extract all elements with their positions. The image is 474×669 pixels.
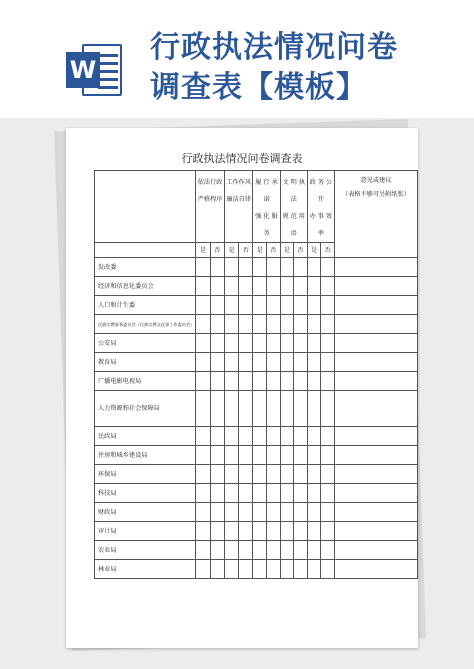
answer-cell[interactable] [210,315,224,334]
opinion-cell[interactable] [334,391,417,427]
answer-cell[interactable] [253,315,267,334]
department-name: 农业局 [95,541,196,560]
answer-cell[interactable] [321,427,335,446]
table-row [95,315,418,334]
header-public-efficiency: 政 务 公 开 办 事 效 率 [307,171,334,243]
table-row [95,296,418,315]
answer-cell[interactable] [307,334,321,353]
answer-cell[interactable] [196,372,210,391]
answer-cell[interactable] [321,353,335,372]
answer-cell[interactable] [239,541,253,560]
opinion-cell[interactable] [334,465,417,484]
answer-cell[interactable] [294,391,308,427]
banner [0,0,474,118]
answer-cell[interactable] [210,541,224,560]
word-logo-badge: W [66,52,100,88]
opinion-cell[interactable] [334,296,417,315]
answer-cell[interactable] [267,296,281,315]
answer-cell[interactable] [321,446,335,465]
table-row [95,391,418,427]
answer-cell[interactable] [321,541,335,560]
answer-cell[interactable] [307,391,321,427]
answer-cell[interactable] [253,503,267,522]
word-line [98,54,118,57]
answer-cell[interactable] [239,391,253,427]
answer-cell[interactable] [280,334,294,353]
answer-cell[interactable] [280,258,294,277]
no-label: 否 [210,243,224,258]
answer-cell[interactable] [210,522,224,541]
answer-cell[interactable] [239,465,253,484]
table-row [95,522,418,541]
answer-cell[interactable] [280,522,294,541]
answer-cell[interactable] [253,353,267,372]
word-document-icon [66,40,124,100]
answer-cell[interactable] [196,353,210,372]
answer-cell[interactable] [280,353,294,372]
answer-cell[interactable] [321,560,335,579]
answer-cell[interactable] [210,277,224,296]
answer-cell[interactable] [196,315,210,334]
table-row [95,446,418,465]
answer-cell[interactable] [294,258,308,277]
header-commitment-service: 履 行 承 诺 强 化 服 务 [253,171,280,243]
answer-cell[interactable] [294,353,308,372]
answer-cell[interactable] [210,372,224,391]
yes-label: 是 [307,243,321,258]
answer-cell[interactable] [294,446,308,465]
answer-cell[interactable] [253,296,267,315]
no-label: 否 [294,243,308,258]
answer-cell[interactable] [294,315,308,334]
answer-cell[interactable] [196,427,210,446]
opinion-cell[interactable] [334,522,417,541]
answer-cell[interactable] [294,522,308,541]
answer-cell[interactable] [267,315,281,334]
answer-cell[interactable] [196,465,210,484]
department-name: 林业局 [95,560,196,579]
answer-cell[interactable] [196,484,210,503]
word-line [98,78,118,81]
answer-cell[interactable] [210,465,224,484]
answer-cell[interactable] [294,334,308,353]
table-row [95,541,418,560]
answer-cell[interactable] [321,372,335,391]
opinion-cell[interactable] [334,446,417,465]
answer-cell[interactable] [239,353,253,372]
answer-cell[interactable] [267,465,281,484]
answer-cell[interactable] [307,296,321,315]
answer-cell[interactable] [280,427,294,446]
answer-cell[interactable] [224,372,238,391]
department-name: 环保局 [95,465,196,484]
answer-cell[interactable] [267,446,281,465]
answer-cell[interactable] [267,334,281,353]
answer-cell[interactable] [196,560,210,579]
answer-cell[interactable] [321,334,335,353]
table-row [95,560,418,579]
answer-cell[interactable] [321,465,335,484]
answer-cell[interactable] [210,427,224,446]
answer-cell[interactable] [294,372,308,391]
answer-cell[interactable] [253,391,267,427]
word-line [98,62,118,65]
answer-cell[interactable] [267,391,281,427]
answer-cell[interactable] [280,391,294,427]
answer-cell[interactable] [239,427,253,446]
table-row [95,258,418,277]
answer-cell[interactable] [321,296,335,315]
answer-cell[interactable] [280,541,294,560]
department-name: 住房和城乡建设局 [95,446,196,465]
opinion-cell[interactable] [334,427,417,446]
document-title: 行政执法情况问卷调查表 [181,152,303,165]
answer-cell[interactable] [253,446,267,465]
header-blank-cell [95,171,196,243]
answer-cell[interactable] [253,258,267,277]
answer-cell[interactable] [267,503,281,522]
answer-cell[interactable] [224,353,238,372]
answer-cell[interactable] [210,391,224,427]
table-row [95,503,418,522]
answer-cell[interactable] [224,258,238,277]
no-label: 否 [239,243,253,258]
opinion-cell[interactable] [334,277,417,296]
answer-cell[interactable] [239,522,253,541]
department-rows [95,258,418,579]
answer-cell[interactable] [267,560,281,579]
answer-cell[interactable] [239,484,253,503]
answer-cell[interactable] [321,503,335,522]
table-row [95,353,418,372]
opinion-cell[interactable] [334,503,417,522]
answer-cell[interactable] [224,465,238,484]
answer-cell[interactable] [224,446,238,465]
answer-cell[interactable] [267,258,281,277]
answer-cell[interactable] [224,503,238,522]
answer-cell[interactable] [307,522,321,541]
answer-cell[interactable] [307,446,321,465]
department-name: 审计局 [95,522,196,541]
answer-cell[interactable] [239,560,253,579]
header-law-compliance: 依法行政 严格程序 [196,171,225,243]
table-row [95,334,418,353]
banner-title-line2: 调查表【模板】 [150,70,367,105]
answer-cell[interactable] [210,484,224,503]
opinion-cell[interactable] [334,258,417,277]
answer-cell[interactable] [280,560,294,579]
header-opinion: 意见或建议 （表格不够可另附纸张） [334,171,417,258]
answer-cell[interactable] [239,503,253,522]
opinion-cell[interactable] [334,315,417,334]
answer-cell[interactable] [307,372,321,391]
answer-cell[interactable] [280,277,294,296]
answer-cell[interactable] [307,353,321,372]
answer-cell[interactable] [196,522,210,541]
answer-cell[interactable] [196,503,210,522]
answer-cell[interactable] [210,560,224,579]
table-header-row [95,171,418,243]
answer-cell[interactable] [321,484,335,503]
department-name: 经济和信息化委员会 [95,277,196,296]
answer-cell[interactable] [280,446,294,465]
answer-cell[interactable] [307,503,321,522]
yes-no-blank [95,243,196,258]
answer-cell[interactable] [253,560,267,579]
no-label: 否 [321,243,335,258]
yes-label: 是 [253,243,267,258]
table-row [95,427,418,446]
answer-cell[interactable] [196,391,210,427]
answer-cell[interactable] [196,277,210,296]
department-name: 民政局 [95,427,196,446]
word-line [98,70,118,73]
opinion-cell[interactable] [334,372,417,391]
table-row [95,484,418,503]
opinion-cell[interactable] [334,484,417,503]
answer-cell[interactable] [253,372,267,391]
table-row [95,465,418,484]
answer-cell[interactable] [267,522,281,541]
answer-cell[interactable] [321,315,335,334]
opinion-cell[interactable] [334,353,417,372]
answer-cell[interactable] [253,427,267,446]
answer-cell[interactable] [210,353,224,372]
answer-cell[interactable] [224,560,238,579]
answer-cell[interactable] [210,503,224,522]
document-page [66,128,418,648]
answer-cell[interactable] [196,258,210,277]
yes-label: 是 [224,243,238,258]
answer-cell[interactable] [307,258,321,277]
department-name: 财政局 [95,503,196,522]
department-name: 民族宗教事务委员会（民族宗教文化事工作委员会） [95,315,196,334]
survey-table [94,170,418,579]
answer-cell[interactable] [196,446,210,465]
header-work-style: 工作作风 廉洁自律 [224,171,253,243]
yes-label: 是 [196,243,210,258]
answer-cell[interactable] [267,427,281,446]
answer-cell[interactable] [224,277,238,296]
answer-cell[interactable] [307,315,321,334]
table-row [95,277,418,296]
answer-cell[interactable] [239,296,253,315]
department-name: 发改委 [95,258,196,277]
answer-cell[interactable] [224,427,238,446]
answer-cell[interactable] [253,484,267,503]
department-name: 教育局 [95,353,196,372]
answer-cell[interactable] [280,315,294,334]
no-label: 否 [267,243,281,258]
answer-cell[interactable] [224,522,238,541]
answer-cell[interactable] [239,277,253,296]
answer-cell[interactable] [253,277,267,296]
yes-label: 是 [280,243,294,258]
department-name: 公安局 [95,334,196,353]
table-row [95,372,418,391]
answer-cell[interactable] [321,522,335,541]
answer-cell[interactable] [210,446,224,465]
answer-cell[interactable] [239,446,253,465]
answer-cell[interactable] [280,372,294,391]
answer-cell[interactable] [224,315,238,334]
answer-cell[interactable] [239,258,253,277]
answer-cell[interactable] [253,334,267,353]
answer-cell[interactable] [239,315,253,334]
answer-cell[interactable] [294,465,308,484]
answer-cell[interactable] [267,484,281,503]
answer-cell[interactable] [307,484,321,503]
banner-title-line1: 行政执法情况问卷 [150,30,398,65]
answer-cell[interactable] [280,296,294,315]
answer-cell[interactable] [294,427,308,446]
answer-cell[interactable] [224,296,238,315]
answer-cell[interactable] [294,484,308,503]
answer-cell[interactable] [239,334,253,353]
answer-cell[interactable] [321,258,335,277]
department-name: 广播电影电视局 [95,372,196,391]
answer-cell[interactable] [267,541,281,560]
answer-cell[interactable] [196,296,210,315]
answer-cell[interactable] [267,353,281,372]
answer-cell[interactable] [210,258,224,277]
answer-cell[interactable] [280,484,294,503]
answer-cell[interactable] [321,391,335,427]
answer-cell[interactable] [196,334,210,353]
answer-cell[interactable] [210,296,224,315]
answer-cell[interactable] [224,391,238,427]
answer-cell[interactable] [307,277,321,296]
answer-cell[interactable] [267,277,281,296]
answer-cell[interactable] [307,465,321,484]
department-name: 科技局 [95,484,196,503]
answer-cell[interactable] [196,541,210,560]
answer-cell[interactable] [307,541,321,560]
answer-cell[interactable] [210,334,224,353]
answer-cell[interactable] [253,522,267,541]
answer-cell[interactable] [294,296,308,315]
answer-cell[interactable] [224,541,238,560]
answer-cell[interactable] [253,465,267,484]
answer-cell[interactable] [321,277,335,296]
answer-cell[interactable] [280,465,294,484]
answer-cell[interactable] [294,560,308,579]
answer-cell[interactable] [239,372,253,391]
opinion-cell[interactable] [334,334,417,353]
answer-cell[interactable] [294,541,308,560]
answer-cell[interactable] [294,277,308,296]
answer-cell[interactable] [307,427,321,446]
opinion-cell[interactable] [334,541,417,560]
answer-cell[interactable] [294,503,308,522]
answer-cell[interactable] [224,334,238,353]
department-name: 人力资源和社会保障局 [95,391,196,427]
word-line [98,86,118,89]
department-name: 人口和计生委 [95,296,196,315]
answer-cell[interactable] [253,541,267,560]
opinion-cell[interactable] [334,560,417,579]
answer-cell[interactable] [280,503,294,522]
answer-cell[interactable] [267,372,281,391]
answer-cell[interactable] [224,484,238,503]
answer-cell[interactable] [307,560,321,579]
banner-title [150,28,398,108]
header-civil-enforcement: 文 明 执 法 规 范 用 语 [280,171,307,243]
